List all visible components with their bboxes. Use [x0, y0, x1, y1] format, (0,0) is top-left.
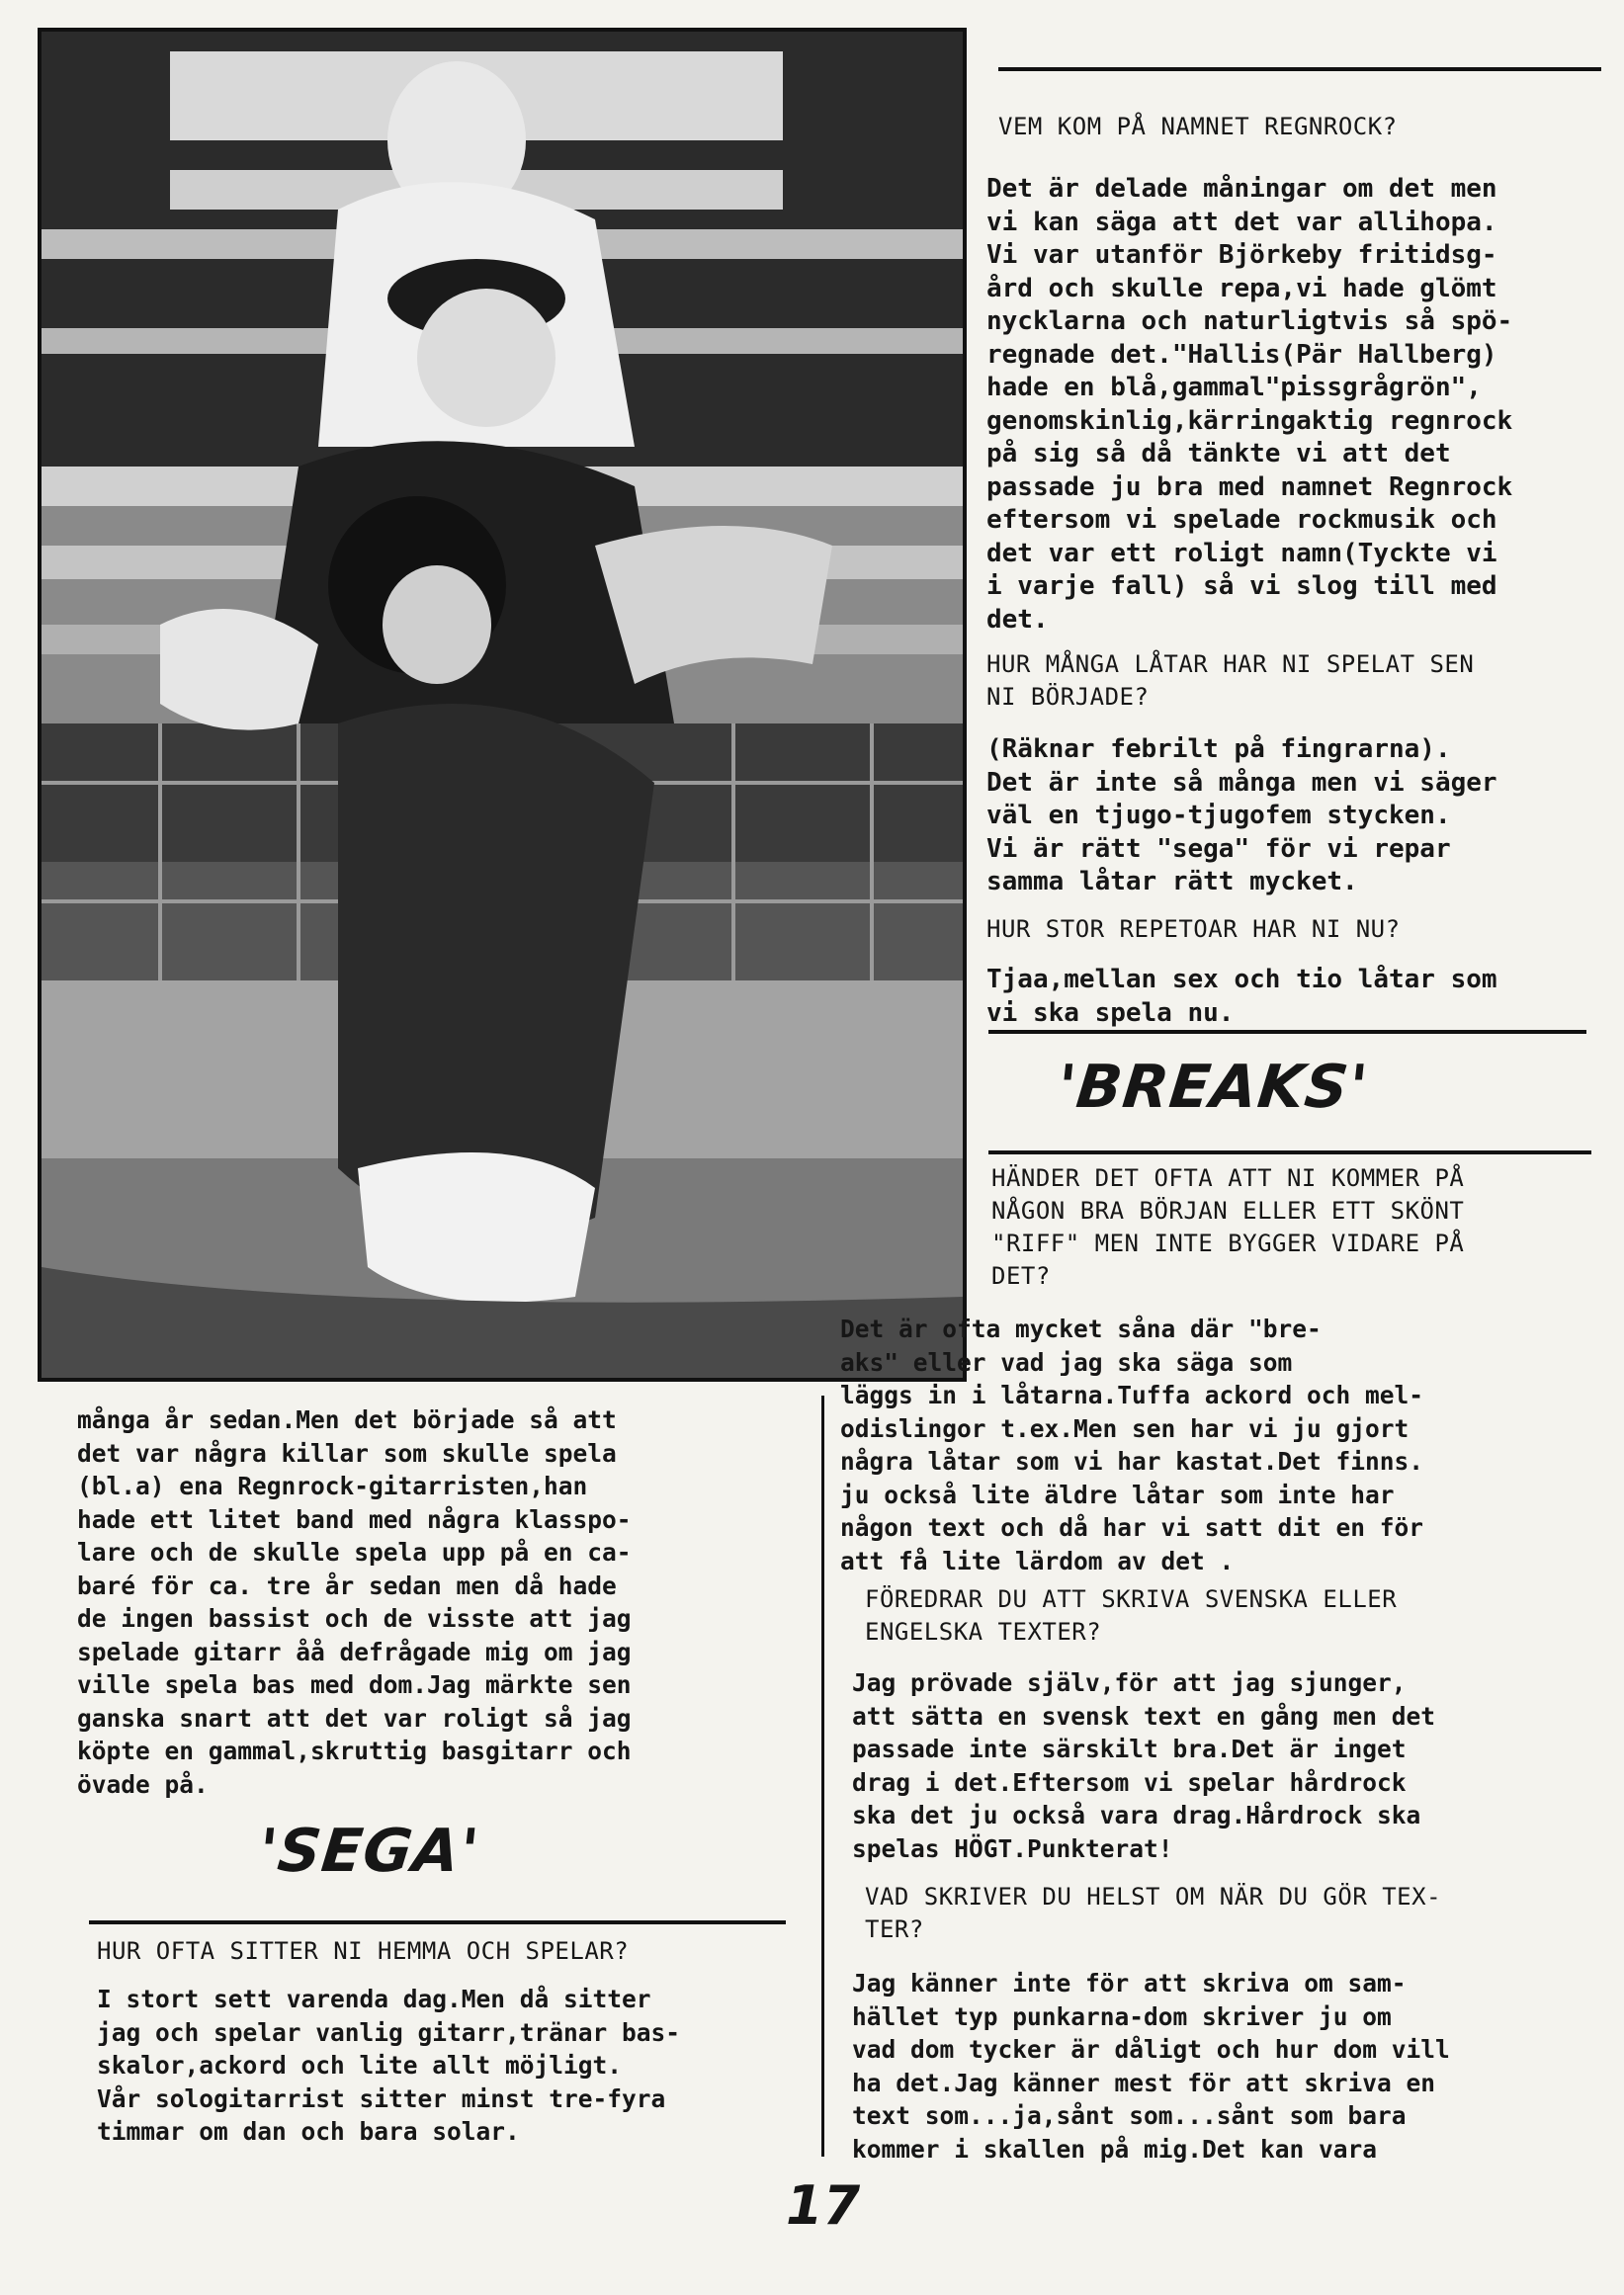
answer-lyrics-topics: Jag känner inte för att skriva om sam- hället typ punkarna-dom skriver ju om vad dom tycker är dåligt och hur dom vill ha det.Jag känner mest för att skriva en text som...ja,sånt som...sånt som bara kommer i skallen på mig.Det kan vara [852, 1969, 1450, 2164]
answer-repertoire: Tjaa,mellan sex och tio låtar som vi ska spela nu. [986, 965, 1497, 1028]
answer-language: Jag prövade själv,för att jag sjunger, att sätta en svensk text en gång men det passade inte särskilt bra.Det är inget drag i det.Eftersom vi spelar hårdrock ska det ju också vara drag.Hårdrock ska spelas HÖGT.Punkterat! [852, 1668, 1436, 1863]
question-song-count: HUR MÅNGA LÅTAR HAR NI SPELAT SEN NI BÖRJADE? [986, 650, 1475, 711]
band-photo-illustration [42, 32, 963, 1378]
question-lyrics-topics: VAD SKRIVER DU HELST OM NÄR DU GÖR TEX- TER? [865, 1883, 1442, 1943]
left-column-text: många år sedan.Men det började så att det var några killar som skulle spela (bl.a) ena Regnrock-gitarristen,han hade ett litet band med några klasspo- lare och de skulle spela upp på en ca- baré för ca. tre år sedan men då hade de ingen bassist och de visste att jag spelade gitarr åå defrågade mig om jag ville spela bas med dom.Jag märkte sen ganska snart att det var roligt så jag köpte en gammal,skruttig basgitarr och övade på. [77, 1405, 632, 1799]
top-rule [998, 67, 1601, 71]
question-repertoire: HUR STOR REPETOAR HAR NI NU? [986, 915, 1401, 943]
sega-rule [89, 1920, 786, 1924]
answer-band-name: Det är delade måningar om det men vi kan säga att det var allihopa. Vi var utanför Björkeby fritidsg- ård och skulle repa,vi hade glömt nycklarna och naturligtvis så spö- regnade det."Hallis(Pär Hallberg) hade en blå,gammal"pissgrågrön", genomskinlig,kärringaktig regnrock på sig så då tänkte vi att det passade ju bra med namnet Regnrock eftersom vi spelade rockmusik och det var ett roligt namn(Tyckte vi i varje fall) så vi slog till med det. [986, 174, 1513, 635]
question-band-name: VEM KOM PÅ NAMNET REGNROCK? [998, 113, 1398, 140]
sega-heading: 'SEGA' [255, 1817, 483, 1886]
question-language: FÖREDRAR DU ATT SKRIVA SVENSKA ELLER ENGELSKA TEXTER? [865, 1585, 1398, 1646]
page-number: 17 [786, 2174, 861, 2237]
column-divider [821, 1396, 824, 2157]
answer-practice: I stort sett varenda dag.Men då sitter jag och spelar vanlig gitarr,tränar bas- skalor,ackord och lite allt möjligt. Vår sologitarrist sitter minst tre-fyra timmar om dan och bara solar. [97, 1985, 681, 2146]
band-photo [38, 28, 967, 1382]
breaks-heading: 'BREAKS' [1054, 1053, 1372, 1122]
breaks-bottom-rule [988, 1150, 1591, 1154]
answer-riffs: Det är ofta mycket såna där "bre- aks" eller vad jag ska säga som läggs in i låtarna.Tuffa ackord och mel- odislingor t.ex.Men sen har vi ju gjort några låtar som vi har kastat.Det finns. ju också lite äldre låtar som inte har någon text och då har vi satt dit en för att få lite lärdom av det . [840, 1315, 1424, 1575]
question-riffs: HÄNDER DET OFTA ATT NI KOMMER PÅ NÅGON BRA BÖRJAN ELLER ETT SKÖNT "RIFF" MEN INTE BYGGER VIDARE PÅ DET? [991, 1164, 1465, 1290]
breaks-top-rule [988, 1030, 1586, 1034]
question-practice: HUR OFTA SITTER NI HEMMA OCH SPELAR? [97, 1937, 630, 1965]
answer-song-count: (Räknar febrilt på fingrarna). Det är inte så många men vi säger väl en tjugo-tjugofem stycken. Vi är rätt "sega" för vi repar samma låtar rätt mycket. [986, 734, 1497, 896]
